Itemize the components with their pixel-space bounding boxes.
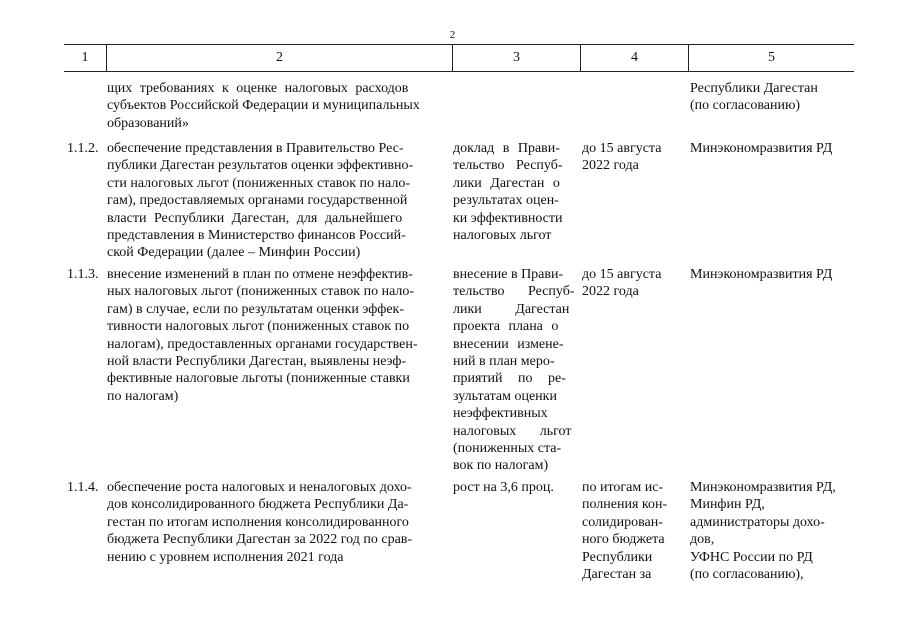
row-0-responsible: [690, 80, 855, 115]
text-line: обеспечение представления в Правительство Рес-: [107, 141, 404, 156]
text-line: ний в план меро-: [453, 354, 555, 370]
row-2-result: [453, 266, 579, 475]
text-line: власти Республики Дагестан, для дальнейшего: [107, 210, 403, 226]
text-line: тивности налоговых льгот (пониженных ставок по: [107, 319, 410, 335]
text-line: публики Дагестан результатов оценки эффективно-: [107, 158, 414, 174]
text-line: фективные налоговые льготы (пониженные ставки: [107, 371, 410, 387]
text-line: щих требованиях к оценке налоговых расходов: [107, 81, 409, 96]
text-line: до 15 августа: [582, 267, 662, 282]
row-3-result: [453, 479, 579, 496]
text-line: (пониженных ста-: [453, 441, 562, 457]
row-2-deadline: [582, 266, 687, 301]
text-line: 2022 года: [582, 158, 639, 174]
text-line: бюджета Республики Дагестан за 2022 год по срав-: [107, 532, 413, 548]
text-line: дов,: [690, 532, 715, 548]
text-line: Дагестан за: [582, 567, 652, 583]
text-line: нению с уровнем исполнения 2021 года: [107, 549, 344, 565]
row-3-number: 1.1.4.: [67, 480, 99, 495]
text-line: ки эффективности: [453, 210, 563, 226]
text-line: лики Дагестан: [453, 301, 570, 317]
text-line: налоговых льгот: [453, 423, 572, 439]
row-2-number: 1.1.3.: [67, 267, 99, 282]
text-line: дов консолидированного бюджета Республики Да-: [107, 497, 409, 513]
row-2-responsible: [690, 266, 855, 283]
text-line: сти налоговых льгот (пониженных ставок по нало-: [107, 175, 410, 191]
text-line: обеспечение роста налоговых и неналоговых дохо-: [107, 480, 412, 495]
text-line: налоговых льгот: [453, 228, 552, 244]
header-col-3: 3: [513, 50, 520, 65]
text-line: результатах оцен-: [453, 193, 559, 209]
row-2-description: [107, 266, 451, 405]
text-line: тельство Респуб-: [453, 284, 575, 300]
row-3-deadline: [582, 479, 687, 583]
text-line: субъектов Российской Федерации и муниципальных: [107, 98, 420, 114]
text-line: (по согласованию): [690, 98, 801, 114]
text-line: Минэкономразвития РД: [690, 267, 833, 282]
text-line: ного бюджета: [582, 532, 665, 548]
text-line: гестан по итогам исполнения консолидированного: [107, 514, 409, 530]
row-3-responsible: [690, 479, 855, 583]
header-col-2: 2: [276, 50, 283, 65]
text-line: ной власти Республики Дагестан, выявлены неэф-: [107, 354, 407, 370]
text-line: налогам), предоставленных органами государствен-: [107, 336, 418, 352]
header-col-1: 1: [81, 50, 89, 65]
text-line: Республики Дагестан: [690, 81, 818, 96]
text-line: УФНС России по РД: [690, 549, 813, 565]
text-line: проекта плана о: [453, 319, 559, 335]
text-line: ской Федерации (далее – Минфин России): [107, 245, 361, 261]
header-col-4: 4: [631, 50, 638, 65]
text-line: рост на 3,6 проц.: [453, 480, 554, 495]
row-1-responsible: [690, 140, 855, 157]
text-line: до 15 августа: [582, 141, 662, 156]
row-1-description: [107, 140, 451, 262]
text-line: администраторы дохо-: [690, 514, 825, 530]
text-line: гам) в случае, если по результатам оценки эффек-: [107, 301, 405, 317]
text-line: (по согласованию),: [690, 567, 804, 583]
text-line: внесение изменений в план по отмене неэффектив-: [107, 267, 413, 282]
text-line: 2022 года: [582, 284, 639, 300]
text-line: Минэкономразвития РД,: [690, 480, 836, 495]
text-line: вок по налогам): [453, 458, 549, 474]
text-line: зультатам оценки: [453, 388, 557, 404]
text-line: неэффективных: [453, 406, 548, 422]
row-1-number: 1.1.2.: [67, 141, 99, 156]
text-line: образований»: [107, 115, 189, 131]
table-header: [64, 44, 854, 72]
text-line: тельство Респуб-: [453, 158, 563, 174]
row-0-description: [107, 80, 451, 132]
text-line: солидирован-: [582, 514, 663, 530]
text-line: по налогам): [107, 388, 179, 404]
text-line: полнения кон-: [582, 497, 668, 513]
text-line: Минэкономразвития РД: [690, 141, 833, 156]
page-number: 2: [449, 29, 456, 41]
text-line: Республики: [582, 549, 653, 565]
text-line: гам), предоставляемых органами государственной: [107, 193, 408, 209]
text-line: по итогам ис-: [582, 480, 664, 495]
text-line: приятий по ре-: [453, 371, 566, 387]
row-1-deadline: [582, 140, 687, 175]
text-line: лики Дагестан о: [453, 175, 560, 191]
text-line: представления в Министерство финансов Россий-: [107, 228, 406, 244]
text-line: внесении измене-: [453, 336, 564, 352]
text-line: ных налоговых льгот (пониженных ставок по нало-: [107, 284, 415, 300]
text-line: доклад в Прави-: [453, 141, 560, 156]
header-col-5: 5: [768, 50, 775, 65]
text-line: внесение в Прави-: [453, 267, 564, 282]
text-line: Минфин РД,: [690, 497, 765, 513]
row-1-result: [453, 140, 579, 244]
row-3-description: [107, 479, 451, 566]
